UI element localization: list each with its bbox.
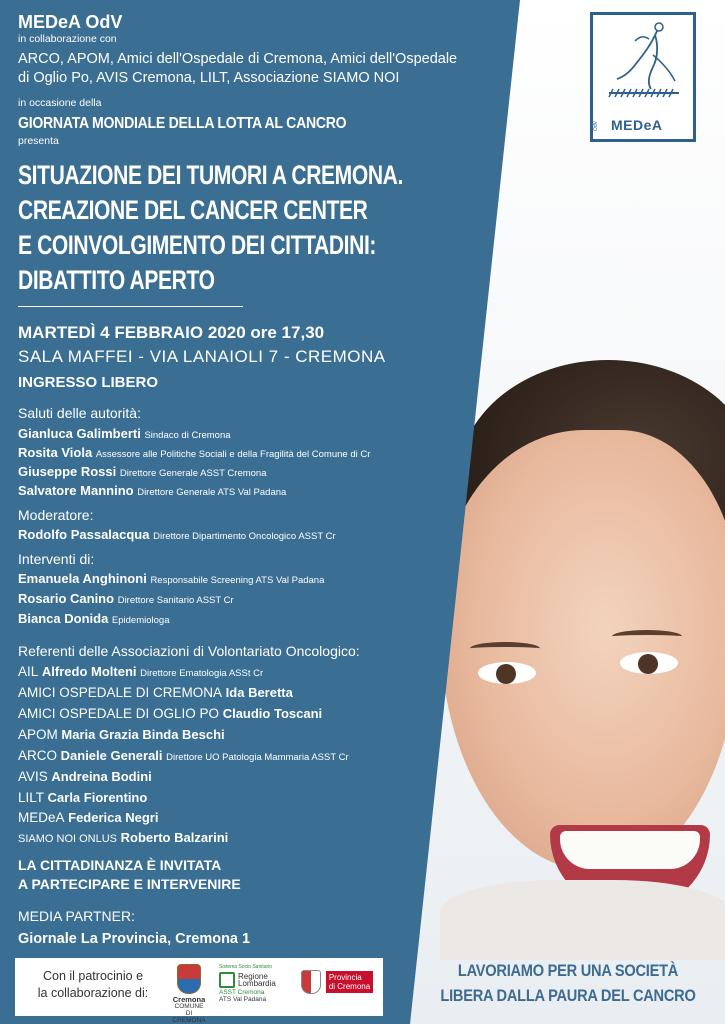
referent-row	[18, 685, 293, 700]
referent-name: Daniele Generali	[60, 748, 163, 763]
provincia-cremona-logo	[301, 970, 379, 994]
asst-label: ASST Cremona	[219, 989, 265, 996]
speaker-name: Salvatore Mannino	[18, 483, 134, 498]
association-name: LILT	[18, 790, 45, 805]
referent-row	[18, 748, 349, 763]
shield-icon	[301, 970, 321, 994]
referent-name: Ida Beretta	[225, 685, 293, 700]
speaker-row	[18, 426, 231, 441]
event-date: MARTEDÌ 4 FEBBRAIO 2020 ore 17,30	[18, 323, 325, 342]
comune-sub: COMUNE	[174, 1003, 204, 1010]
speaker-name: Rodolfo Passalacqua	[18, 527, 150, 542]
regione-name: Lombardia	[238, 979, 276, 988]
smiling-woman-photo	[440, 360, 725, 920]
referent-name: Carla Fiorentino	[47, 790, 148, 805]
eye	[478, 662, 536, 684]
divider	[18, 306, 243, 307]
saluti-heading: Saluti delle autorità:	[18, 405, 141, 421]
speaker-row	[18, 464, 267, 479]
world-cancer-day: GIORNATA MONDIALE DELLA LOTTA AL CANCRO	[18, 115, 347, 132]
interventi-heading: Interventi di:	[18, 551, 95, 567]
slogan-line: LIBERA DALLA PAURA DEL CANCRO	[440, 986, 696, 1005]
speaker-name: Gianluca Galimberti	[18, 426, 141, 441]
referent-name: Federica Negri	[68, 810, 159, 825]
referent-row	[18, 706, 322, 721]
speaker-role: Assessore alle Politiche Sociali e della Fragilità del Comune di Cr	[95, 449, 371, 460]
patronage-box	[15, 958, 383, 1024]
referent-role: Direttore Ematologia ASSt Cr	[140, 668, 264, 679]
free-entry: INGRESSO LIBERO	[18, 374, 159, 391]
event-title	[18, 158, 403, 298]
referenti-heading: Referenti delle Associazioni di Volontariato Oncologico:	[18, 643, 360, 659]
association-name: SIAMO NOI ONLUS	[18, 833, 118, 845]
ats-label: ATS Val Padana	[219, 996, 267, 1003]
provincia-name: Provincia	[328, 973, 362, 982]
referent-name: Roberto Balzarini	[120, 830, 229, 845]
face	[440, 430, 725, 870]
title-line: DIBATTITO APERTO	[18, 265, 215, 295]
patronage-line: la collaborazione di:	[37, 986, 149, 1000]
referent-role: Direttore UO Patologia Mammaria ASST Cr	[166, 752, 349, 763]
eye	[620, 652, 678, 674]
collab-intro: in collaborazione con	[18, 33, 117, 45]
comune-name: Cremona	[172, 995, 206, 1004]
logo-odv: OdV	[593, 120, 599, 131]
speaker-role: Direttore Generale ASST Cremona	[119, 468, 267, 479]
crest-icon	[177, 964, 201, 994]
invitation-line: A PARTECIPARE E INTERVENIRE	[18, 876, 241, 892]
referent-name: Andreina Bodini	[51, 769, 152, 784]
speaker-row	[18, 527, 336, 542]
association-name: AMICI OSPEDALE DI OGLIO PO	[18, 706, 220, 721]
title-line: CREAZIONE DEL CANCER CENTER	[18, 195, 368, 225]
eyebrow	[612, 630, 682, 643]
speaker-row	[18, 445, 370, 460]
association-name: AIL	[18, 664, 39, 679]
regione-name: Regione	[238, 972, 268, 981]
invitation	[18, 856, 241, 894]
speaker-role: Direttore Sanitario ASST Cr	[117, 595, 234, 606]
speaker-row	[18, 571, 324, 586]
speaker-row	[18, 483, 286, 498]
title-line: E COINVOLGIMENTO DEI CITTADINI:	[18, 230, 377, 260]
speaker-name: Emanuela Anghinoni	[18, 571, 147, 586]
referent-row	[18, 769, 152, 784]
association-name: ARCO	[18, 748, 58, 763]
speaker-name: Giuseppe Rossi	[18, 464, 117, 479]
referent-row	[18, 810, 158, 825]
collaborators-list	[18, 50, 457, 88]
speaker-row	[18, 591, 234, 606]
speaker-role: Sindaco di Cremona	[144, 430, 231, 441]
association-name: APOM	[18, 727, 58, 742]
figure-icon	[593, 15, 693, 105]
association-name: AMICI OSPEDALE DI CREMONA	[18, 685, 223, 700]
patronage-text	[23, 968, 163, 1002]
referent-name: Claudio Toscani	[222, 706, 323, 721]
medea-logo	[590, 12, 696, 142]
speaker-role: Responsabile Screening ATS Val Padana	[150, 575, 325, 586]
speaker-role: Epidemiologa	[111, 615, 170, 626]
collaborators-line: di Oglio Po, AVIS Cremona, LILT, Associazione SIAMO NOI	[18, 70, 400, 86]
referent-name: Maria Grazia Binda Beschi	[61, 727, 225, 742]
referent-row	[18, 727, 225, 742]
rosa-camuna-icon	[219, 972, 235, 988]
slogan	[430, 958, 705, 1008]
speaker-name: Rosario Canino	[18, 591, 115, 606]
provincia-name: di Cremona	[328, 982, 371, 991]
regione-lombardia-logo	[219, 964, 285, 1003]
title-line: SITUAZIONE DEI TUMORI A CREMONA.	[18, 160, 403, 190]
association-name: MEDeA	[18, 810, 65, 825]
presents-text: presenta	[18, 135, 59, 147]
media-partner-name: Giornale La Provincia, Cremona 1	[18, 931, 251, 947]
slogan-line: LAVORIAMO PER UNA SOCIETÀ	[457, 961, 679, 980]
eyebrow	[470, 642, 540, 655]
comune-cremona-logo	[171, 964, 207, 1024]
collaborators-line: ARCO, APOM, Amici dell'Ospedale di Cremona, Amici dell'Ospedale	[18, 51, 458, 67]
association-name: AVIS	[18, 769, 48, 784]
invitation-line: LA CITTADINANZA È INVITATA	[18, 857, 222, 873]
comune-sub: DI CREMONA	[172, 1010, 206, 1024]
speaker-role: Direttore Dipartimento Oncologico ASST Cr	[153, 531, 336, 542]
moderatore-heading: Moderatore:	[18, 507, 94, 523]
referent-row	[18, 664, 263, 679]
occasion-text: in occasione della	[18, 97, 102, 109]
logo-name: MEDeA	[611, 117, 663, 133]
speaker-row	[18, 611, 170, 626]
speaker-role: Direttore Generale ATS Val Padana	[137, 487, 287, 498]
event-venue: SALA MAFFEI - VIA LANAIOLI 7 - CREMONA	[18, 347, 386, 366]
media-partner-label: MEDIA PARTNER:	[18, 908, 135, 924]
referent-row	[18, 830, 228, 845]
speaker-name: Bianca Donida	[18, 611, 109, 626]
referent-row	[18, 790, 147, 805]
regione-top: Sistema Socio Sanitario	[219, 964, 273, 970]
patronage-line: Con il patrocinio e	[42, 969, 144, 983]
shoulder	[440, 880, 725, 960]
teeth	[560, 831, 700, 869]
organizer-name: MEDeA OdV	[18, 12, 123, 32]
speaker-name: Rosita Viola	[18, 445, 93, 460]
referent-name: Alfredo Molteni	[41, 664, 137, 679]
